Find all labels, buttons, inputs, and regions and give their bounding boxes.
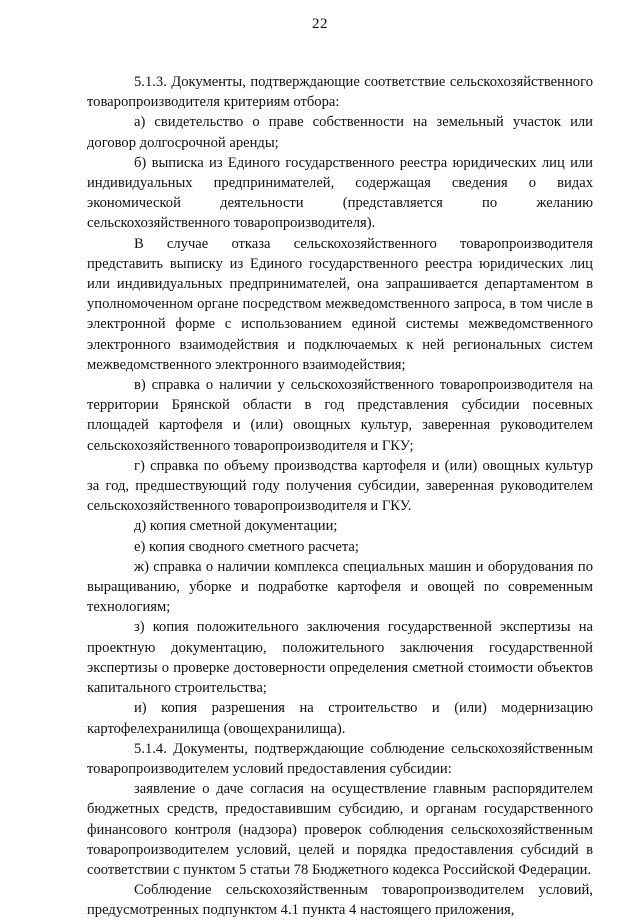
- paragraph-consent-statement: заявление о даче согласия на осуществление главным распорядителем бюджетных средств, предоставившим субсидию, и органам государственного финансового контроля (надзора) проверок соблюдения сельскохозяйственным товаропроизводителем условий, целей и порядка предоставления субсидий в соответствии с пунктом 5 статьи 78 Бюджетного кодекса Российской Федерации.: [87, 781, 593, 878]
- paragraph-compliance: Соблюдение сельскохозяйственным товаропроизводителем условий, предусмотренных подпунктом 4.1 пункта 4 настоящего приложения,: [87, 882, 593, 919]
- paragraph-item-i: и) копия разрешения на строительство и (или) модернизацию картофелехранилища (овощехранилища).: [87, 700, 593, 737]
- page-number: 22: [312, 16, 328, 32]
- paragraph-item-zh: ж) справка о наличии комплекса специальных машин и оборудования по выращиванию, уборке и подработке картофеля и овощей по современным технологиям;: [87, 558, 593, 616]
- paragraph-item-a: а) свидетельство о праве собственности на земельный участок или договор долгосрочной аренды;: [87, 114, 593, 151]
- paragraph-item-v: в) справка о наличии у сельскохозяйственного товаропроизводителя на территории Брянской области в год представления субсидии посевных площадей картофеля и (или) овощных культур, заверенная руководителем сельскохозяйственного товаропроизводителя и ГКУ;: [87, 377, 593, 454]
- paragraph-item-g: г) справка по объему производства картофеля и (или) овощных культур за год, предшествующий году получения субсидии, заверенная руководителем сельскохозяйственного товаропроизводителя и ГКУ.: [87, 457, 593, 515]
- paragraph-item-b: б) выписка из Единого государственного реестра юридических лиц или индивидуальных предпринимателей, содержащая сведения о видах экономической деятельности (представляется по желанию сельскохозяйственного товаропроизводителя).: [87, 154, 593, 232]
- document-body: [87, 72, 593, 921]
- paragraph-item-e: е) копия сводного сметного расчета;: [134, 538, 359, 555]
- paragraph-5-1-4: 5.1.4. Документы, подтверждающие соблюдение сельскохозяйственным товаропроизводителем условий предоставления субсидии:: [87, 740, 593, 777]
- paragraph-refusal-case: В случае отказа сельскохозяйственного товаропроизводителя представить выписку из Единого государственного реестра юридических лиц или индивидуальных предпринимателей, она запрашивается департаментом в уполномоченном органе посредством межведомственного запроса, в том числе в электронной форме с использованием единой системы межведомственного электронного взаимодействия и подключаемых к ней региональных систем межведомственного электронного взаимодействия;: [87, 235, 593, 373]
- paragraph-item-d: д) копия сметной документации;: [134, 518, 338, 535]
- paragraph-item-z: з) копия положительного заключения государственной экспертизы на проектную документацию, положительного заключения государственной экспертизы о проверке достоверности определения сметной стоимости объектов капитального строительства;: [87, 619, 593, 697]
- paragraph-5-1-3: 5.1.3. Документы, подтверждающие соответствие сельскохозяйственного товаропроизводителя критериям отбора:: [87, 74, 593, 111]
